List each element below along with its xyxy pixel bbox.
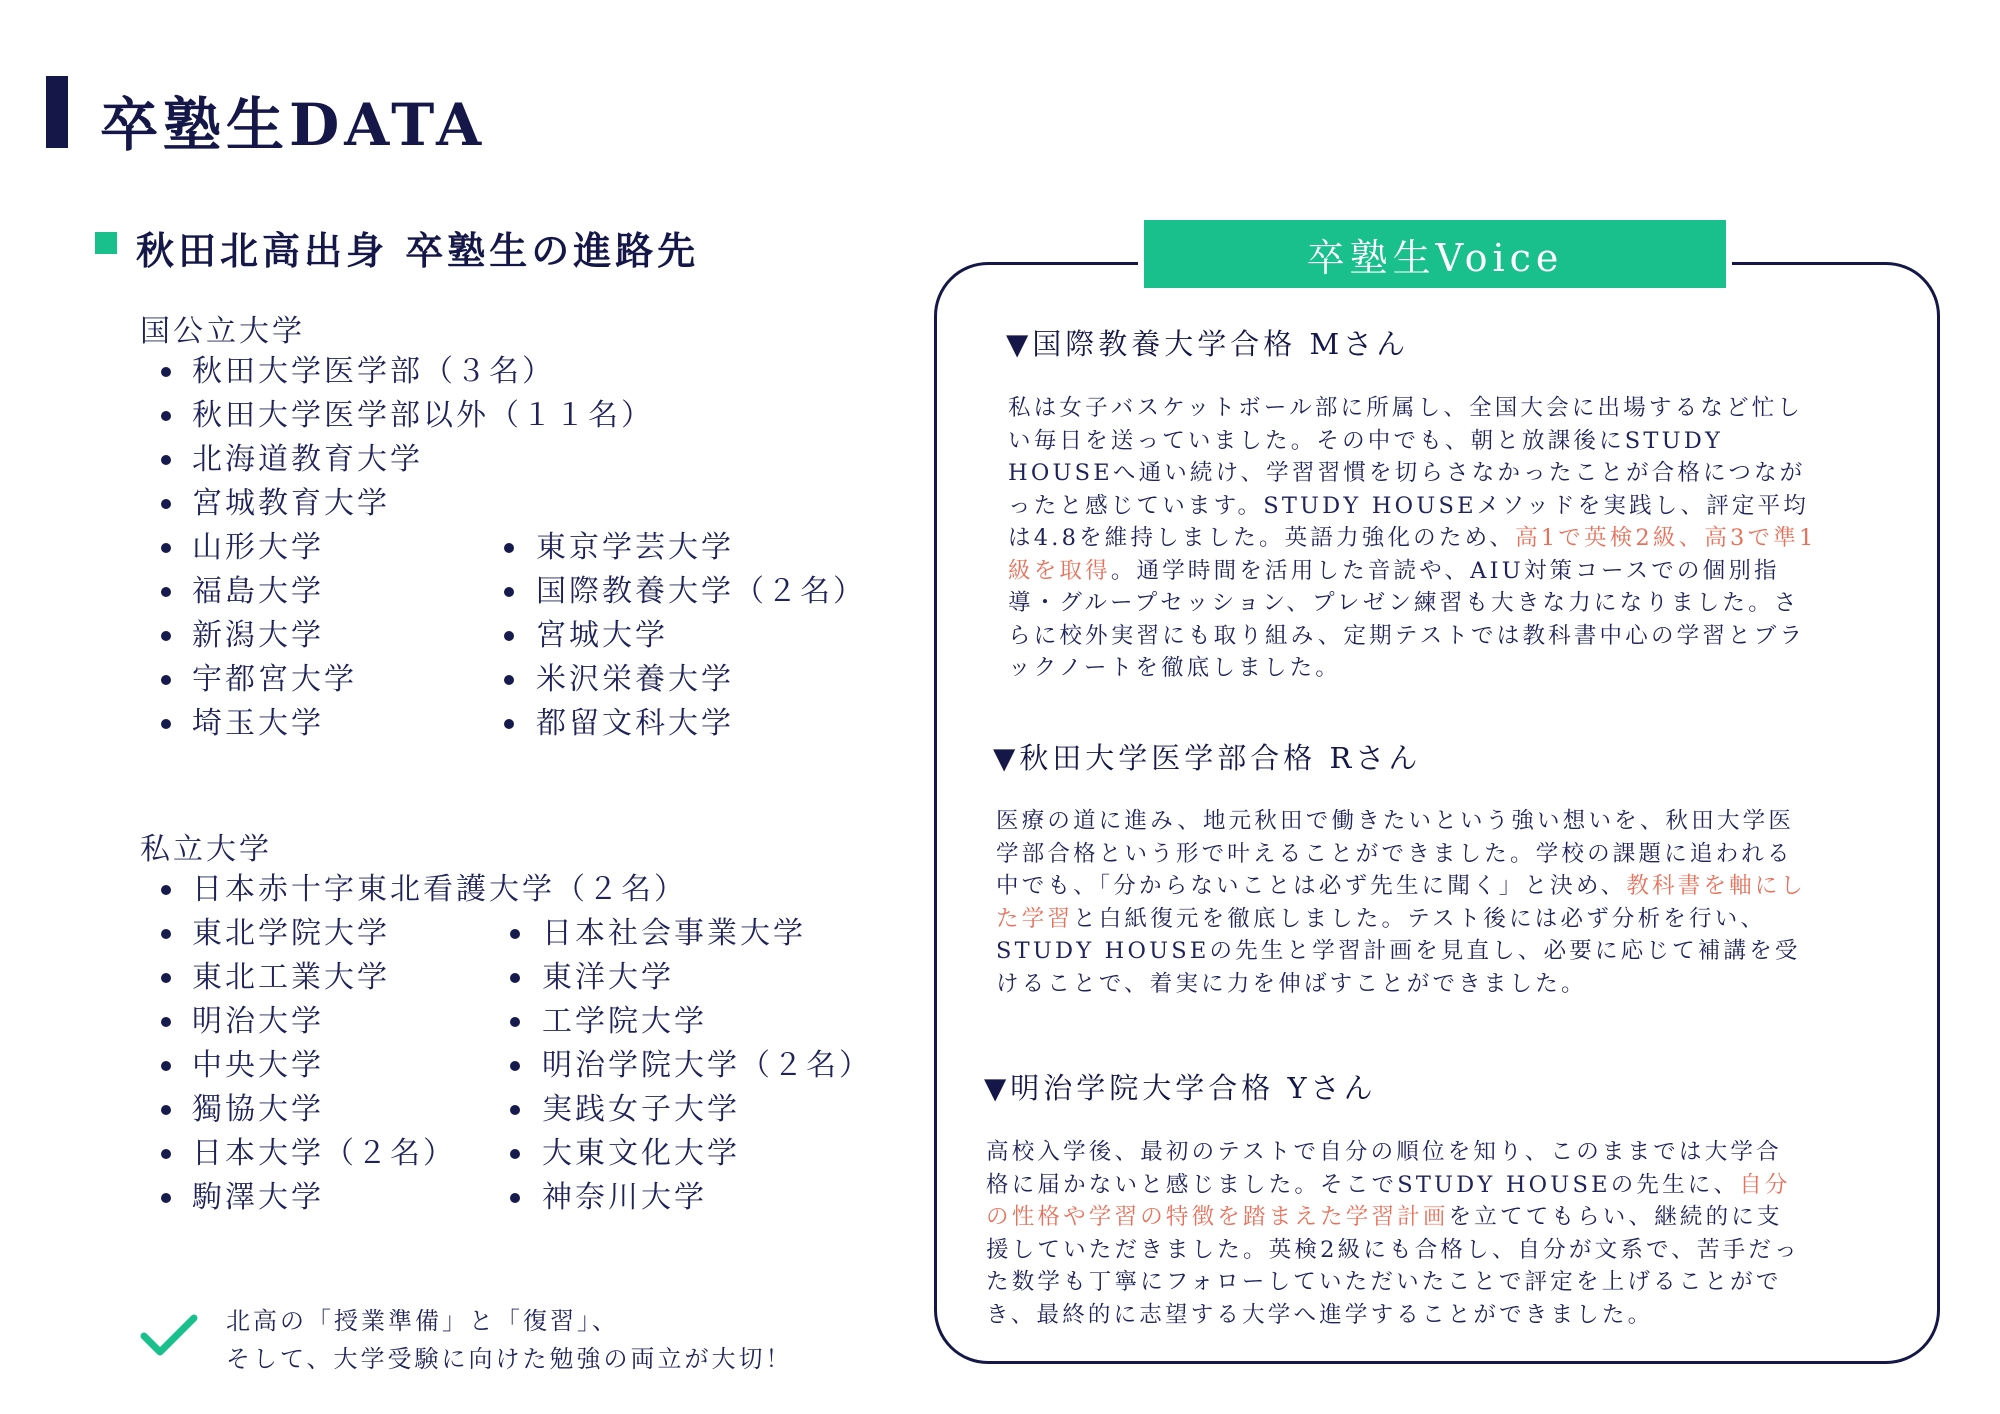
voice-body-line (996, 838, 1876, 871)
page-title: 卒塾生DATA (100, 91, 487, 159)
university-item: 日本社会事業大学 (542, 916, 806, 951)
bullet-dot (510, 1149, 520, 1159)
bullet-dot (504, 719, 514, 729)
university-item: 宮城教育大学 (192, 486, 390, 521)
bullet-dot (161, 1193, 171, 1203)
voice-tab-label (1138, 214, 1732, 294)
voice-body-line (1008, 620, 1888, 653)
university-item: 東京学芸大学 (536, 530, 734, 565)
university-item: 福島大学 (192, 574, 324, 609)
bullet-dot (161, 719, 171, 729)
voice-body-line (996, 903, 1876, 936)
body-text: らに校外実習にも取り組み、定期テストでは教科書中心の学習とブラ (1008, 622, 1806, 649)
body-text: 高校入学後、最初のテストで自分の順位を知り、このままでは大学合 (986, 1139, 1782, 1165)
bullet-dot (510, 1193, 520, 1203)
university-item: 国際教養大学（２名） (536, 574, 866, 609)
bullet-dot (161, 411, 171, 421)
university-item: 明治大学 (192, 1004, 324, 1039)
highlighted-text: 自分 (1739, 1171, 1791, 1198)
university-item: 中央大学 (192, 1048, 324, 1083)
university-item: 工学院大学 (542, 1004, 707, 1039)
bullet-dot (161, 587, 171, 597)
university-item: 東北学院大学 (192, 916, 390, 951)
university-item: 宮城大学 (536, 618, 668, 653)
voice-tab-text: 卒塾生Voice (1306, 235, 1564, 280)
voice-body-line (1008, 522, 1888, 555)
voice-body-line (1008, 652, 1888, 685)
highlighted-text: 教科書を軸にし (1626, 873, 1807, 899)
university-item: 埼玉大学 (192, 706, 324, 741)
highlighted-text: の性格や学習の特徴を踏まえた学習計画 (986, 1204, 1449, 1230)
voice-body-line (996, 968, 1876, 1001)
bullet-dot (510, 1105, 520, 1115)
bullet-dot (510, 973, 520, 983)
bullet-dot (504, 587, 514, 597)
bullet-dot (161, 675, 171, 685)
results-heading: 秋田北高出身 卒塾生の進路先 (136, 228, 700, 273)
bullet-dot (161, 1061, 171, 1071)
voice-entry-heading: ▼明治学院大学合格 Yさん (984, 1071, 1377, 1105)
bullet-dot (161, 543, 171, 553)
body-text: は4.8を維持しました。英語力強化のため、 (1008, 525, 1516, 551)
study-balance-note (226, 1302, 793, 1378)
body-text: を立ててもらい、継続的に支 (1448, 1204, 1783, 1230)
bullet-dot (504, 631, 514, 641)
university-item: 実践女子大学 (542, 1092, 740, 1127)
voice-body-line (986, 1299, 1866, 1332)
body-text: 医療の道に進み、地元秋田で働きたいという強い想いを、秋田大学医 (996, 808, 1795, 834)
highlighted-text: 級を取得 (1008, 557, 1111, 584)
voice-entry-body (986, 1136, 1866, 1331)
voice-body-line (986, 1136, 1866, 1169)
bullet-dot (510, 929, 520, 939)
bullet-dot (510, 1061, 520, 1071)
university-item: 新潟大学 (192, 618, 324, 653)
body-text: 導・グループセッション、プレゼン練習も大きな力になりました。さ (1008, 590, 1800, 616)
body-text: STUDY HOUSEの先生と学習計画を見直し、必要に応じて補講を受 (996, 938, 1801, 964)
bullet-dot (161, 455, 171, 465)
note-line-1: 北高の「授業準備」と「復習」、 (226, 1307, 619, 1335)
voice-entry-heading: ▼国際教養大学合格 Mさん (1006, 327, 1410, 361)
voice-body-line (986, 1169, 1866, 1202)
body-text: 学部合格という形で叶えることができました。学校の課題に追われる (996, 840, 1793, 867)
check-icon (140, 1312, 198, 1358)
body-text: 援していただきました。英検2級にも合格し、自分が文系で、苦手だっ (986, 1236, 1800, 1263)
university-item: 東洋大学 (542, 960, 674, 995)
university-item: 山形大学 (192, 530, 324, 565)
voice-body-line (996, 935, 1876, 968)
title-accent-bar (46, 76, 68, 148)
private-universities-label: 私立大学 (140, 832, 272, 867)
voice-body-line (1008, 587, 1888, 620)
voice-body-line (1008, 392, 1888, 425)
body-text: ったと感じています。STUDY HOUSEメソッドを実践し、評定平均 (1008, 492, 1809, 519)
body-text: と白紙復元を徹底しました。テスト後には必ず分析を行い、 (1073, 905, 1767, 932)
voice-entry-body (996, 805, 1876, 1000)
body-text: 中でも、「分からないことは必ず先生に聞く」と決め、 (996, 873, 1627, 899)
body-text: けることで、着実に力を伸ばすことができました。 (996, 970, 1587, 997)
voice-body-line (986, 1201, 1866, 1234)
bullet-dot (161, 1105, 171, 1115)
note-line-2: そして、大学受験に向けた勉強の両立が大切！ (226, 1345, 793, 1373)
voice-body-line (1008, 555, 1888, 588)
voice-body-line (986, 1234, 1866, 1267)
university-item: 北海道教育大学 (192, 442, 423, 477)
voice-body-line (996, 805, 1876, 838)
body-text: い毎日を送っていました。その中でも、朝と放課後にSTUDY (1008, 427, 1724, 454)
university-item: 明治学院大学（２名） (542, 1048, 872, 1083)
university-item: 日本大学（２名） (192, 1136, 456, 1171)
body-text: ックノートを徹底しました。 (1008, 655, 1341, 681)
body-text: き、最終的に志望する大学へ進学することができました。 (986, 1301, 1654, 1328)
bullet-dot (510, 1017, 520, 1027)
bullet-dot (161, 885, 171, 895)
voice-body-line (996, 870, 1876, 903)
university-item: 獨協大学 (192, 1092, 324, 1127)
voice-body-line (986, 1266, 1866, 1299)
voice-body-line (1008, 490, 1888, 523)
university-item: 駒澤大学 (192, 1180, 324, 1215)
body-text: 。通学時間を活用した音読や、AIU対策コースでの個別指 (1110, 557, 1780, 584)
body-text: 格に届かないと感じました。そこでSTUDY HOUSEの先生に、 (986, 1171, 1740, 1198)
bullet-dot (161, 631, 171, 641)
body-text: HOUSEへ通い続け、学習習慣を切らさなかったことが合格につなが (1008, 460, 1806, 486)
university-item: 秋田大学医学部以外（１１名） (192, 398, 654, 433)
bullet-dot (161, 367, 171, 377)
bullet-dot (161, 929, 171, 939)
bullet-dot (161, 1149, 171, 1159)
voice-entry-body (1008, 392, 1888, 685)
highlighted-text: 高1で英検2級、高3で準1 (1515, 525, 1817, 551)
university-item: 東北工業大学 (192, 960, 390, 995)
university-item: 大東文化大学 (542, 1136, 740, 1171)
university-item: 日本赤十字東北看護大学（２名） (192, 872, 687, 907)
bullet-dot (161, 1017, 171, 1027)
bullet-dot (504, 675, 514, 685)
voice-entry-heading: ▼秋田大学医学部合格 Rさん (993, 741, 1422, 775)
university-item: 神奈川大学 (542, 1180, 707, 1215)
body-text: た数学も丁寧にフォローしていただいたことで評定を上げることがで (986, 1269, 1782, 1295)
voice-body-line (1008, 457, 1888, 490)
university-item: 宇都宮大学 (192, 662, 357, 697)
highlighted-text: た学習 (996, 905, 1074, 932)
national-universities-label: 国公立大学 (140, 314, 305, 349)
section-marker-square (95, 232, 117, 254)
voice-body-line (1008, 425, 1888, 458)
university-item: 都留文科大学 (536, 706, 734, 741)
bullet-dot (504, 543, 514, 553)
body-text: 私は女子バスケットボール部に所属し、全国大会に出場するなど忙し (1008, 395, 1804, 421)
university-item: 秋田大学医学部（３名） (192, 354, 555, 389)
university-item: 米沢栄養大学 (536, 662, 734, 697)
bullet-dot (161, 973, 171, 983)
bullet-dot (161, 499, 171, 509)
